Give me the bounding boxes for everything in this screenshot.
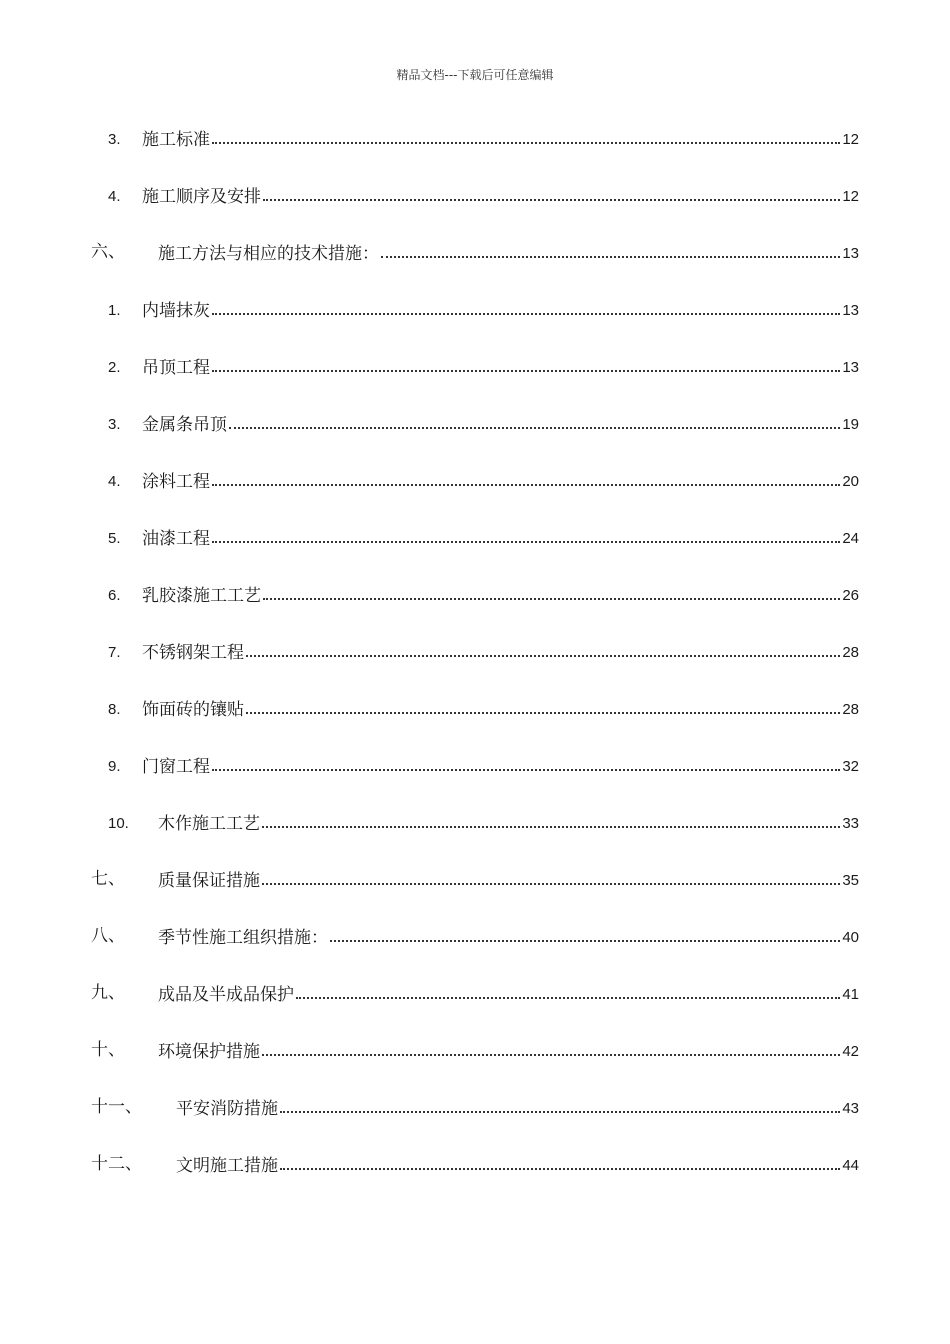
toc-entry-page: 35 <box>842 872 859 889</box>
toc-entry-number: 8. <box>108 701 121 718</box>
dot-leader <box>212 541 840 543</box>
dot-leader <box>330 940 840 942</box>
toc-entry-page: 13 <box>842 359 859 376</box>
dot-leader <box>246 655 840 657</box>
toc-entry-title: 环境保护措施 <box>158 1042 260 1062</box>
toc-entry-page: 44 <box>842 1157 859 1174</box>
toc-entry-number: 十一、 <box>91 1097 142 1117</box>
toc-entry-page: 26 <box>842 587 859 604</box>
toc-entry-number: 七、 <box>91 869 125 889</box>
page-header: 精品文档---下载后可任意编辑 <box>396 68 554 82</box>
toc-entry-page: 24 <box>842 530 859 547</box>
dot-leader <box>296 997 840 999</box>
toc-entry-page: 12 <box>842 188 859 205</box>
toc-entry-title: 门窗工程 <box>142 757 210 777</box>
dot-leader <box>263 598 840 600</box>
toc-entry-number: 八、 <box>91 926 125 946</box>
toc-entry-title: 金属条吊顶 <box>142 415 227 435</box>
toc-entry-page: 13 <box>842 245 859 262</box>
toc-entry-title: 质量保证措施 <box>158 871 260 891</box>
dot-leader <box>212 313 840 315</box>
toc-entry-title: 木作施工工艺 <box>158 814 260 834</box>
toc-entry-title: 文明施工措施 <box>176 1156 278 1176</box>
toc-entry-number: 2. <box>108 359 121 376</box>
toc-entry-page: 43 <box>842 1100 859 1117</box>
toc-entry-title: 不锈钢架工程 <box>142 643 244 663</box>
toc-entry[interactable] <box>0 181 950 207</box>
toc-entry[interactable] <box>0 694 950 720</box>
toc-entry-title: 乳胶漆施工工艺 <box>142 586 261 606</box>
toc-entry-page: 12 <box>842 131 859 148</box>
dot-leader <box>212 769 840 771</box>
toc-entry[interactable] <box>0 1150 950 1176</box>
toc-entry-title: 内墙抹灰 <box>142 301 210 321</box>
toc-entry-number: 10. <box>108 815 129 832</box>
toc-entry-title: 施工标准 <box>142 130 210 150</box>
toc-entry-title: 季节性施工组织措施： <box>158 928 328 948</box>
dot-leader <box>229 427 840 429</box>
toc-entry-number: 4. <box>108 188 121 205</box>
toc-entry-page: 20 <box>842 473 859 490</box>
toc-entry[interactable] <box>0 865 950 891</box>
dot-leader <box>212 484 840 486</box>
dot-leader <box>212 142 840 144</box>
toc-entry[interactable] <box>0 295 950 321</box>
toc-entry-title: 油漆工程 <box>142 529 210 549</box>
toc-entry[interactable] <box>0 808 950 834</box>
toc-entry-title: 施工顺序及安排 <box>142 187 261 207</box>
toc-entry-number: 六、 <box>91 242 125 262</box>
toc-entry[interactable] <box>0 523 950 549</box>
toc-entry-title: 平安消防措施 <box>176 1099 278 1119</box>
dot-leader <box>262 1054 840 1056</box>
dot-leader <box>262 826 840 828</box>
toc-entry-page: 40 <box>842 929 859 946</box>
toc-entry-number: 3. <box>108 416 121 433</box>
toc-entry-page: 19 <box>842 416 859 433</box>
dot-leader <box>262 883 840 885</box>
toc-entry[interactable] <box>0 637 950 663</box>
toc-entry-page: 41 <box>842 986 859 1003</box>
toc-entry-number: 九、 <box>91 983 125 1003</box>
toc-entry[interactable] <box>0 979 950 1005</box>
toc-entry-page: 28 <box>842 701 859 718</box>
toc-entry-page: 42 <box>842 1043 859 1060</box>
toc-entry[interactable] <box>0 1093 950 1119</box>
toc-entry-title: 吊顶工程 <box>142 358 210 378</box>
toc-entry-number: 7. <box>108 644 121 661</box>
toc-entry-number: 十二、 <box>91 1154 142 1174</box>
dot-leader <box>381 256 840 258</box>
toc-entry-number: 5. <box>108 530 121 547</box>
dot-leader <box>263 199 840 201</box>
toc-entry-number: 6. <box>108 587 121 604</box>
toc-entry-page: 32 <box>842 758 859 775</box>
toc-entry[interactable] <box>0 352 950 378</box>
toc-entry-number: 4. <box>108 473 121 490</box>
toc-entry-page: 13 <box>842 302 859 319</box>
toc-entry-title: 涂料工程 <box>142 472 210 492</box>
toc-entry-number: 3. <box>108 131 121 148</box>
toc-entry[interactable] <box>0 238 950 264</box>
toc-entry[interactable] <box>0 922 950 948</box>
toc-entry[interactable] <box>0 124 950 150</box>
toc-entry-page: 28 <box>842 644 859 661</box>
dot-leader <box>280 1168 840 1170</box>
toc-entry-page: 33 <box>842 815 859 832</box>
toc-entry[interactable] <box>0 751 950 777</box>
toc-entry[interactable] <box>0 580 950 606</box>
toc-entry[interactable] <box>0 466 950 492</box>
toc-entry-title: 饰面砖的镶贴 <box>142 700 244 720</box>
toc-entry[interactable] <box>0 1036 950 1062</box>
toc-entry-number: 十、 <box>91 1040 125 1060</box>
toc-entry-title: 成品及半成品保护 <box>158 985 294 1005</box>
dot-leader <box>212 370 840 372</box>
toc-entry-number: 1. <box>108 302 121 319</box>
toc-entry[interactable] <box>0 409 950 435</box>
dot-leader <box>280 1111 840 1113</box>
dot-leader <box>246 712 840 714</box>
toc-entry-title: 施工方法与相应的技术措施： <box>158 244 379 264</box>
toc-entry-number: 9. <box>108 758 121 775</box>
